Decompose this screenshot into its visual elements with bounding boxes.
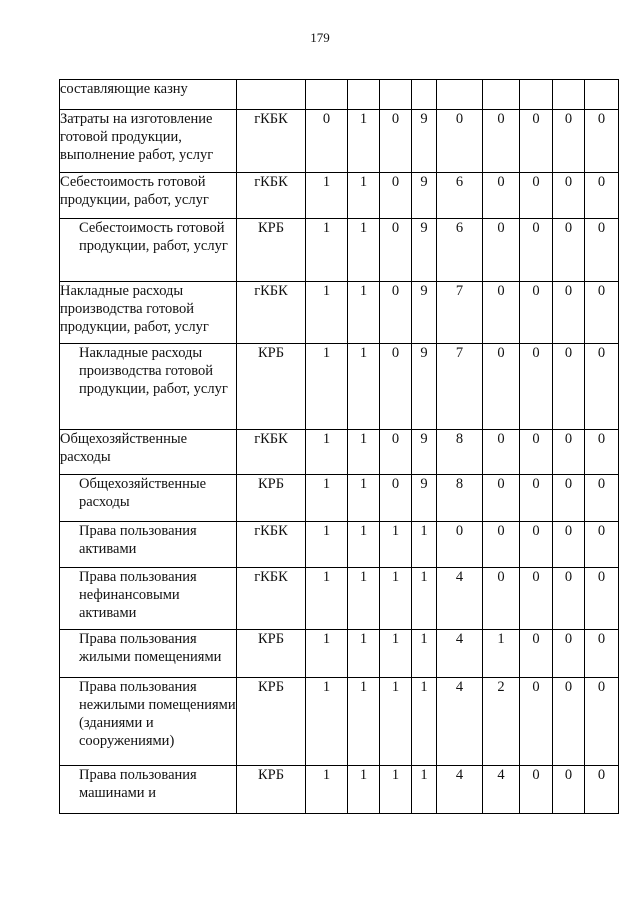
code-digit-cell: 0 [553,430,585,475]
code-digit-cell: 6 [437,173,483,219]
code-digit-cell: 1 [306,630,348,678]
code-type-cell: гКБК [237,522,306,568]
account-name-cell: Права пользования машинами и [60,766,237,814]
code-digit-cell: 0 [585,475,619,522]
code-digit-cell: 4 [437,630,483,678]
account-name-cell: Накладные расходы производства готовой продукции, работ, услуг [60,282,237,344]
code-digit-cell: 0 [520,430,553,475]
code-digit-cell: 7 [437,344,483,430]
code-digit-cell: 0 [585,522,619,568]
code-digit-cell: 1 [348,173,380,219]
code-digit-cell: 9 [412,110,437,173]
code-digit-cell: 0 [380,110,412,173]
table-row [60,173,619,219]
code-digit-cell: 1 [412,522,437,568]
table-row [60,678,619,766]
account-name-cell: Права пользования жилыми помещениями [60,630,237,678]
code-digit-cell: 1 [348,475,380,522]
code-digit-cell: 2 [483,678,520,766]
account-name-cell: составляющие казну [60,80,237,110]
code-digit-cell: 0 [520,630,553,678]
code-digit-cell: 0 [585,430,619,475]
code-digit-cell: 7 [437,282,483,344]
code-digit-cell [380,80,412,110]
code-digit-cell: 0 [585,219,619,282]
code-digit-cell: 1 [306,344,348,430]
code-digit-cell: 4 [437,568,483,630]
code-digit-cell [520,80,553,110]
code-digit-cell: 1 [306,766,348,814]
code-digit-cell: 0 [553,173,585,219]
code-digit-cell: 1 [348,630,380,678]
code-digit-cell: 1 [348,219,380,282]
code-type-cell: КРБ [237,475,306,522]
code-digit-cell: 0 [520,344,553,430]
code-digit-cell: 0 [553,630,585,678]
code-type-cell [237,80,306,110]
code-digit-cell [437,80,483,110]
code-digit-cell: 1 [306,678,348,766]
code-digit-cell [553,80,585,110]
code-digit-cell: 0 [483,344,520,430]
code-digit-cell: 0 [585,678,619,766]
account-name-cell: Общехозяйственные расходы [60,430,237,475]
code-type-cell: гКБК [237,568,306,630]
code-digit-cell: 1 [348,568,380,630]
code-digit-cell: 0 [553,766,585,814]
table-row [60,430,619,475]
table-row [60,219,619,282]
code-digit-cell: 1 [412,630,437,678]
code-digit-cell: 0 [380,344,412,430]
code-digit-cell: 0 [380,219,412,282]
code-digit-cell: 1 [348,344,380,430]
code-digit-cell: 1 [380,568,412,630]
code-digit-cell: 4 [437,766,483,814]
code-digit-cell: 9 [412,282,437,344]
code-digit-cell: 9 [412,219,437,282]
code-digit-cell: 0 [520,475,553,522]
code-digit-cell: 0 [585,344,619,430]
code-digit-cell: 0 [483,282,520,344]
code-digit-cell: 1 [380,766,412,814]
code-digit-cell: 1 [483,630,520,678]
code-digit-cell: 1 [306,282,348,344]
account-code-table [59,79,619,814]
code-digit-cell: 0 [520,282,553,344]
table-row [60,475,619,522]
table-row [60,282,619,344]
code-digit-cell: 0 [553,678,585,766]
code-digit-cell: 0 [483,219,520,282]
code-digit-cell: 0 [380,430,412,475]
code-digit-cell: 0 [553,219,585,282]
code-digit-cell: 8 [437,430,483,475]
code-digit-cell: 0 [437,110,483,173]
code-digit-cell: 1 [348,678,380,766]
code-digit-cell: 0 [553,522,585,568]
code-type-cell: КРБ [237,678,306,766]
account-name-cell: Общехозяйственные расходы [60,475,237,522]
code-digit-cell: 0 [483,430,520,475]
code-digit-cell: 1 [306,430,348,475]
code-type-cell: гКБК [237,282,306,344]
code-digit-cell: 1 [306,568,348,630]
account-name-cell: Затраты на изготовление готовой продукции, выполнение работ, услуг [60,110,237,173]
account-name-cell: Права пользования активами [60,522,237,568]
code-digit-cell: 9 [412,430,437,475]
code-digit-cell: 0 [585,630,619,678]
account-name-cell: Себестоимость готовой продукции, работ, услуг [60,219,237,282]
code-digit-cell: 0 [585,110,619,173]
code-digit-cell [348,80,380,110]
code-digit-cell: 1 [412,678,437,766]
code-digit-cell: 1 [412,568,437,630]
account-name-cell: Накладные расходы производства готовой продукции, работ, услуг [60,344,237,430]
code-digit-cell: 0 [553,110,585,173]
code-digit-cell: 0 [483,110,520,173]
code-digit-cell [585,80,619,110]
table-row [60,80,619,110]
account-name-cell: Права пользования нежилыми помещениями (зданиями и сооружениями) [60,678,237,766]
table-row [60,630,619,678]
code-digit-cell: 0 [553,282,585,344]
code-digit-cell: 9 [412,475,437,522]
code-digit-cell: 0 [520,766,553,814]
code-digit-cell: 0 [553,475,585,522]
code-digit-cell: 0 [483,173,520,219]
code-digit-cell: 1 [306,522,348,568]
code-digit-cell: 0 [520,110,553,173]
page-number: 179 [310,30,330,45]
code-digit-cell [306,80,348,110]
code-digit-cell: 0 [520,219,553,282]
code-digit-cell [412,80,437,110]
code-digit-cell: 1 [348,522,380,568]
code-digit-cell: 0 [380,173,412,219]
code-digit-cell: 0 [585,173,619,219]
code-type-cell: КРБ [237,219,306,282]
code-type-cell: КРБ [237,630,306,678]
code-digit-cell [483,80,520,110]
code-digit-cell: 4 [437,678,483,766]
code-digit-cell: 1 [412,766,437,814]
account-name-cell: Права пользования нефинансовыми активами [60,568,237,630]
table-row [60,344,619,430]
code-type-cell: гКБК [237,173,306,219]
code-digit-cell: 8 [437,475,483,522]
table-row [60,568,619,630]
code-digit-cell: 9 [412,173,437,219]
account-name-cell: Себестоимость готовой продукции, работ, услуг [60,173,237,219]
code-digit-cell: 1 [380,630,412,678]
code-digit-cell: 0 [520,568,553,630]
code-digit-cell: 1 [380,522,412,568]
code-digit-cell: 1 [348,110,380,173]
code-digit-cell: 0 [483,522,520,568]
code-digit-cell: 1 [306,219,348,282]
code-digit-cell: 1 [348,430,380,475]
table-row [60,522,619,568]
code-digit-cell: 0 [520,678,553,766]
code-type-cell: гКБК [237,110,306,173]
code-digit-cell: 1 [306,475,348,522]
code-digit-cell: 1 [348,282,380,344]
code-digit-cell: 0 [553,568,585,630]
code-digit-cell: 0 [520,173,553,219]
code-digit-cell: 0 [585,766,619,814]
code-digit-cell: 9 [412,344,437,430]
code-digit-cell: 1 [348,766,380,814]
code-type-cell: гКБК [237,430,306,475]
code-digit-cell: 0 [553,344,585,430]
code-digit-cell: 0 [483,568,520,630]
code-digit-cell: 6 [437,219,483,282]
code-digit-cell: 0 [380,475,412,522]
code-digit-cell: 0 [520,522,553,568]
code-digit-cell: 0 [483,475,520,522]
code-digit-cell: 0 [585,568,619,630]
code-digit-cell: 1 [306,173,348,219]
code-digit-cell: 4 [483,766,520,814]
code-digit-cell: 1 [380,678,412,766]
code-digit-cell: 0 [585,282,619,344]
code-digit-cell: 0 [306,110,348,173]
code-digit-cell: 0 [380,282,412,344]
code-type-cell: КРБ [237,344,306,430]
table-row [60,110,619,173]
code-digit-cell: 0 [437,522,483,568]
code-type-cell: КРБ [237,766,306,814]
table-row [60,766,619,814]
